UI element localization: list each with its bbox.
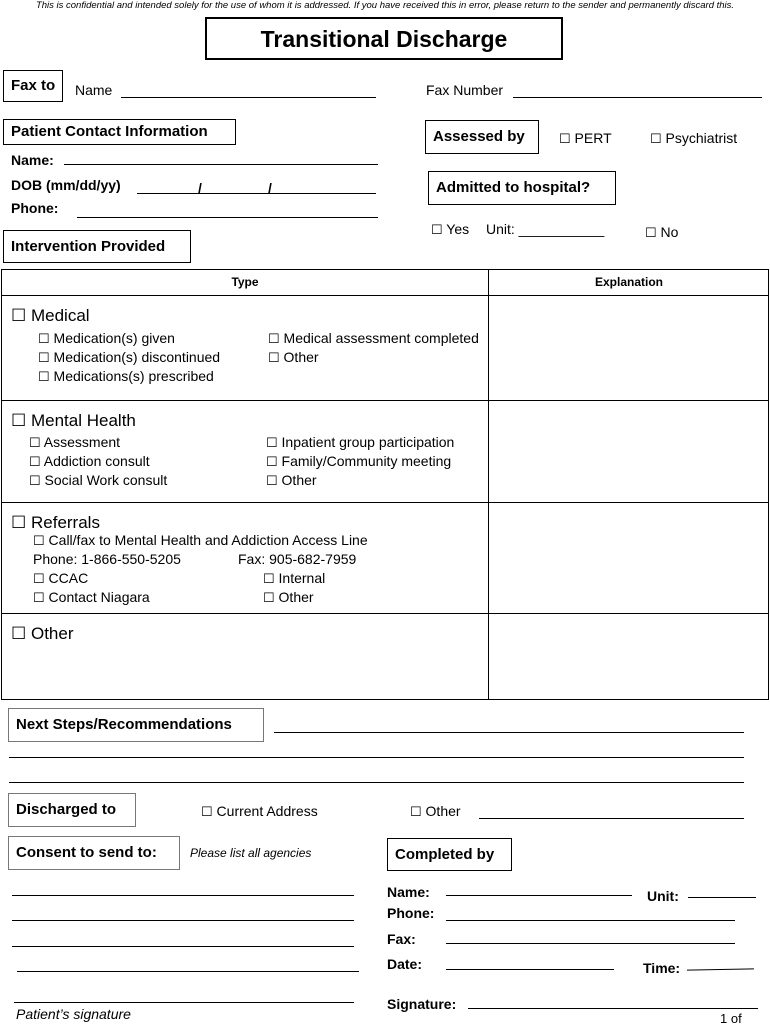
patient-name-label: Name: [11, 152, 54, 168]
checkbox-icon: ☐ [11, 411, 27, 430]
option-label: Current Address [216, 803, 318, 819]
referrals-title: Referrals [30, 513, 100, 532]
admitted-no-label: No [660, 224, 679, 240]
completed-by-header: Completed by [387, 838, 512, 871]
checkbox-icon: ☐ [268, 331, 280, 346]
agency-line-2[interactable] [12, 920, 354, 921]
checkbox-icon: ☐ [201, 804, 213, 819]
medical-assessment-completed[interactable] [268, 329, 479, 348]
dob-label: DOB (mm/dd/yy) [11, 177, 121, 193]
option-label: CCAC [48, 570, 89, 586]
table-column-divider [488, 270, 489, 699]
completed-signature-field[interactable] [468, 1008, 758, 1009]
checkbox-icon: ☐ [650, 131, 662, 146]
completed-name-field[interactable] [446, 895, 632, 896]
table-row-divider [2, 295, 768, 296]
column-header-type: Type [231, 275, 259, 289]
checkbox-icon: ☐ [559, 131, 571, 146]
checkbox-icon: ☐ [33, 590, 45, 605]
medications-prescribed[interactable] [38, 367, 214, 386]
agency-line-3[interactable] [12, 946, 354, 947]
mh-social-work-consult[interactable] [29, 471, 167, 490]
next-steps-header: Next Steps/Recommendations [8, 708, 264, 742]
other-title: Other [30, 624, 74, 643]
checkbox-icon: ☐ [266, 435, 278, 450]
checkbox-icon: ☐ [410, 804, 422, 819]
mental-health-checkbox[interactable] [11, 411, 136, 431]
completed-signature-label: Signature: [387, 996, 457, 1012]
checkbox-icon: ☐ [29, 454, 41, 469]
completed-phone-field[interactable] [446, 920, 735, 921]
consent-hint: Please list all agencies [190, 846, 312, 860]
admitted-no[interactable] [645, 223, 678, 242]
next-steps-line-1[interactable] [274, 732, 744, 733]
option-label: Inpatient group participation [281, 434, 455, 450]
option-label: Medical assessment completed [283, 330, 479, 346]
assessed-by-pert-label: PERT [574, 130, 612, 146]
discharged-other[interactable] [410, 802, 461, 821]
checkbox-icon: ☐ [33, 533, 45, 548]
checkbox-icon: ☐ [33, 571, 45, 586]
access-line-fax: Fax: 905-682-7959 [238, 551, 357, 567]
table-row-divider [2, 400, 768, 401]
medication-discontinued[interactable] [38, 348, 220, 367]
option-label: Contact Niagara [48, 589, 150, 605]
page-number: 1 of [720, 1011, 742, 1026]
completed-time-field[interactable] [687, 968, 754, 970]
admitted-yes-label: Yes [446, 221, 470, 237]
checkbox-icon: ☐ [645, 225, 657, 240]
table-row-divider [2, 502, 768, 503]
checkbox-icon: ☐ [29, 435, 41, 450]
mh-assessment[interactable] [29, 433, 120, 452]
medical-checkbox[interactable] [11, 306, 90, 326]
patient-name-field[interactable] [64, 164, 378, 165]
option-label: Addiction consult [43, 453, 150, 469]
assessed-by-psychiatrist[interactable] [650, 129, 737, 148]
referrals-checkbox[interactable] [11, 513, 100, 533]
option-label: Other [278, 589, 314, 605]
checkbox-icon: ☐ [11, 513, 27, 532]
medication-given[interactable] [38, 329, 175, 348]
completed-fax-label: Fax: [387, 931, 416, 947]
checkbox-icon: ☐ [29, 473, 41, 488]
option-label: Other [283, 349, 319, 365]
dob-separator-2: / [268, 180, 272, 196]
assessed-by-pert[interactable] [559, 129, 612, 148]
option-label: Medications(s) prescribed [53, 368, 214, 384]
page-title: Transitional Discharge [205, 17, 563, 60]
referral-other[interactable] [263, 588, 314, 607]
checkbox-icon: ☐ [263, 590, 275, 605]
completed-name-label: Name: [387, 884, 430, 900]
option-label: Internal [278, 570, 326, 586]
option-label: Other [425, 803, 461, 819]
completed-unit-label: Unit: [647, 888, 679, 904]
option-label: Other [281, 472, 317, 488]
fax-number-label: Fax Number [426, 82, 504, 98]
next-steps-line-3[interactable] [9, 782, 744, 783]
mh-inpatient-group[interactable] [266, 433, 454, 452]
referral-access-line[interactable] [33, 531, 368, 550]
option-label: Call/fax to Mental Health and Addiction Access Line [48, 532, 368, 548]
admitted-yes[interactable] [431, 220, 469, 239]
completed-phone-label: Phone: [387, 905, 435, 921]
checkbox-icon: ☐ [266, 454, 278, 469]
agency-line-4[interactable] [17, 971, 359, 972]
intervention-table [1, 269, 769, 700]
patient-phone-label: Phone: [11, 200, 59, 216]
consent-header: Consent to send to: [8, 836, 180, 870]
access-line-phone: Phone: 1-866-550-5205 [33, 551, 181, 567]
option-label: Social Work consult [44, 472, 168, 488]
medical-title: Medical [30, 306, 90, 325]
completed-time-label: Time: [643, 960, 681, 976]
option-label: Medication(s) given [53, 330, 175, 346]
discharged-current-address[interactable] [201, 802, 318, 821]
fax-number-field[interactable] [513, 97, 762, 98]
patient-signature-line[interactable] [14, 1002, 354, 1003]
mh-addiction-consult[interactable] [29, 452, 150, 471]
completed-unit-field[interactable] [688, 897, 756, 898]
completed-date-field[interactable] [446, 969, 614, 970]
fax-name-field[interactable] [121, 97, 376, 98]
option-label: Family/Community meeting [281, 453, 452, 469]
patient-signature-label: Patient’s signature [16, 1006, 131, 1022]
checkbox-icon: ☐ [11, 624, 27, 643]
column-header-explanation: Explanation [594, 275, 663, 289]
patient-phone-field[interactable] [77, 217, 378, 218]
checkbox-icon: ☐ [38, 331, 50, 346]
option-label: Medication(s) discontinued [53, 349, 221, 365]
other-checkbox[interactable] [11, 624, 74, 644]
checkbox-icon: ☐ [38, 369, 50, 384]
table-row-divider [2, 613, 768, 614]
referral-contact-niagara[interactable] [33, 588, 150, 607]
admitted-unit-label: Unit: ___________ [486, 221, 605, 237]
completed-fax-field[interactable] [446, 943, 735, 944]
referral-internal[interactable] [263, 569, 325, 588]
patient-contact-header: Patient Contact Information [3, 119, 236, 145]
confidentiality-notice: This is confidential and intended solely for the use of whom it is addressed. If you have received this in error, please return to the sender and permanently discard this. [35, 0, 735, 11]
next-steps-line-2[interactable] [9, 757, 744, 758]
mh-family-community-meeting[interactable] [266, 452, 451, 471]
completed-date-label: Date: [387, 956, 423, 972]
discharged-to-header: Discharged to [8, 793, 136, 827]
checkbox-icon: ☐ [266, 473, 278, 488]
agency-line-1[interactable] [12, 895, 354, 896]
checkbox-icon: ☐ [11, 306, 27, 325]
checkbox-icon: ☐ [268, 350, 280, 365]
dob-field[interactable] [137, 193, 376, 194]
assessed-by-header: Assessed by [425, 120, 539, 154]
intervention-header: Intervention Provided [3, 230, 191, 263]
medical-other[interactable] [268, 348, 319, 367]
fax-to-header: Fax to [3, 70, 63, 102]
checkbox-icon: ☐ [431, 222, 443, 237]
referral-ccac[interactable] [33, 569, 88, 588]
checkbox-icon: ☐ [38, 350, 50, 365]
fax-name-label: Name [75, 82, 113, 98]
option-label: Assessment [43, 434, 121, 450]
assessed-by-psychiatrist-label: Psychiatrist [665, 130, 738, 146]
discharged-other-field[interactable] [479, 818, 744, 819]
admitted-header: Admitted to hospital? [428, 171, 616, 205]
mh-other[interactable] [266, 471, 317, 490]
mental-health-title: Mental Health [30, 411, 136, 430]
checkbox-icon: ☐ [263, 571, 275, 586]
dob-separator-1: / [198, 180, 202, 196]
